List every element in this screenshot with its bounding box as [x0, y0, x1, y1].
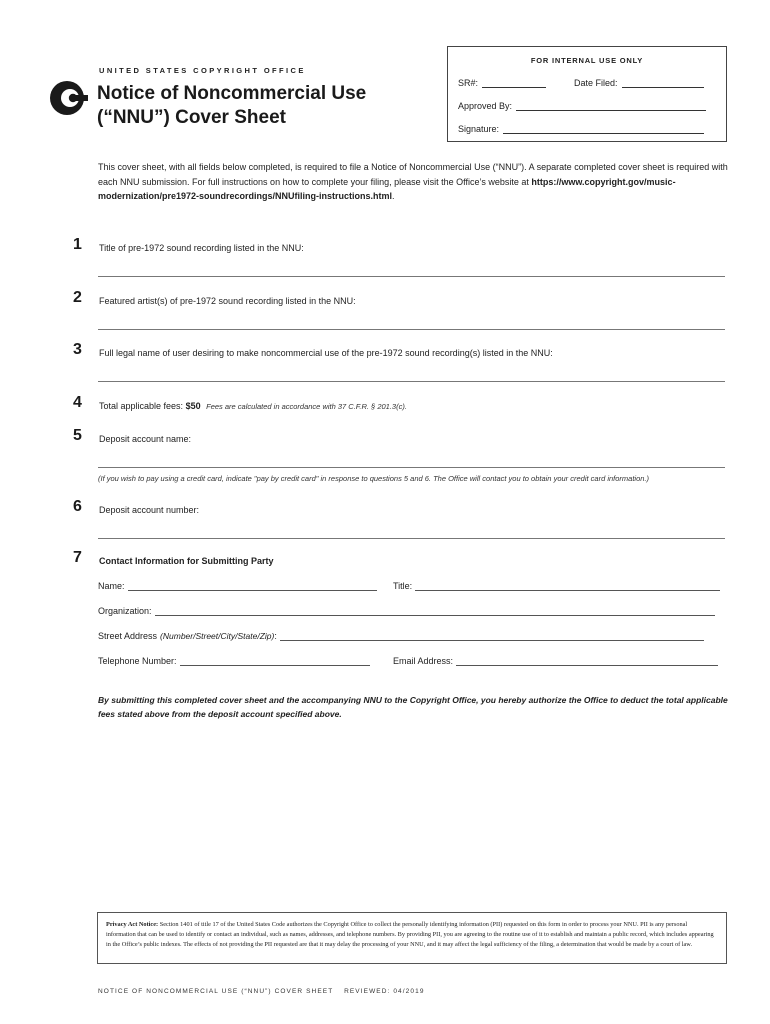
question-3-answer-line[interactable]	[98, 381, 725, 382]
intro-paragraph	[98, 160, 728, 204]
fee-note: Fees are calculated in accordance with 37 C.F.R. § 201.3(c).	[206, 402, 407, 411]
title-label: Title:	[393, 581, 413, 591]
question-3-number: 3	[73, 341, 82, 358]
footer-form-name: NOTICE OF NONCOMMERCIAL USE (“NNU”) COVER SHEET	[98, 988, 334, 995]
question-6-label: Deposit account number:	[99, 505, 200, 515]
question-1-number: 1	[73, 236, 82, 253]
title-line-2: (“NNU”) Cover Sheet	[97, 107, 286, 128]
signature-field	[458, 123, 704, 134]
date-filed-field	[574, 77, 704, 88]
approved-by-field	[458, 100, 706, 111]
intro-period: .	[392, 191, 395, 201]
privacy-text: Section 1401 of title 17 of the United States Code authorizes the Copyright Office to collect the personally identifying information (PII) requested on this form in order to process your NNU. PII is any personal information that can be used to identify or contact an individual, such as names, addresses, and telephone numbers. By providing PII, you are agreeing to the routine use of it to establish and maintain a public record, which includes appearing in the Office’s public indexes. The effects of not providing the PII requested are that it may delay the processing of your NNU, and it may affect the legal sufficiency of the filing, a determination that would be made by a court of law.	[106, 921, 714, 948]
question-4-label: Total applicable fees:	[99, 401, 184, 411]
question-7-label: Contact Information for Submitting Party	[99, 556, 274, 566]
title-input-line[interactable]	[415, 580, 720, 591]
question-6-answer-line[interactable]	[98, 538, 725, 539]
email-label: Email Address:	[393, 656, 454, 666]
signature-line	[503, 123, 704, 134]
street-address-field	[98, 630, 704, 641]
instructions-link[interactable]: https://www.copyright.gov/music-modernization/pre1972-soundrecordings/NNUfiling-instructions.html	[98, 176, 676, 201]
title-field	[393, 580, 720, 591]
name-field	[98, 580, 377, 591]
approved-by-label: Approved By:	[458, 101, 513, 111]
page-footer	[98, 988, 425, 995]
privacy-notice-box	[97, 912, 727, 964]
question-4-row	[99, 401, 407, 411]
question-6-number: 6	[73, 498, 82, 515]
question-7-number: 7	[73, 549, 82, 566]
question-5-label: Deposit account name:	[99, 434, 192, 444]
email-field	[393, 655, 718, 666]
title-line-1: Notice of Noncommercial Use	[97, 83, 367, 104]
organization-field	[98, 605, 715, 616]
credit-card-note: (If you wish to pay using a credit card, indicate "pay by credit card" in response to questions 5 and 6. The Office will contact you to obtain your credit card information.)	[98, 474, 650, 483]
question-2-number: 2	[73, 289, 82, 306]
street-input-line[interactable]	[280, 630, 704, 641]
street-hint: (Number/Street/City/State/Zip)	[160, 631, 275, 641]
question-2-label: Featured artist(s) of pre-1972 sound recording listed in the NNU:	[99, 296, 356, 306]
page-title	[97, 82, 366, 130]
question-1-answer-line[interactable]	[98, 276, 725, 277]
question-5-number: 5	[73, 427, 82, 444]
authorization-statement: By submitting this completed cover sheet and the accompanying NNU to the Copyright Office, you hereby authorize the Office to deduct the total applicable fees stated above from the deposit account specified above.	[98, 695, 728, 719]
question-4-number: 4	[73, 394, 82, 411]
question-5-answer-line[interactable]	[98, 467, 725, 468]
intro-text: This cover sheet, with all fields below completed, is required to file a Notice of Noncommercial Use (“NNU”). A separate completed cover sheet is required with each NNU submission. For full instructions on how to complete your filing, please visit the Office’s website at	[98, 162, 728, 187]
privacy-label: Privacy Act Notice:	[106, 921, 159, 928]
organization-label: Organization:	[98, 606, 152, 616]
question-1-label: Title of pre-1972 sound recording listed in the NNU:	[99, 243, 304, 253]
sr-label: SR#:	[458, 78, 479, 88]
date-filed-line	[622, 77, 704, 88]
street-label: Street Address	[98, 631, 158, 641]
signature-label: Signature:	[458, 124, 500, 134]
date-filed-label: Date Filed:	[574, 78, 618, 88]
street-colon: :	[274, 631, 277, 641]
question-2-answer-line[interactable]	[98, 329, 725, 330]
agency-name: UNITED STATES COPYRIGHT OFFICE	[99, 66, 306, 75]
internal-use-box	[447, 46, 727, 142]
sr-field	[458, 77, 546, 88]
name-label: Name:	[98, 581, 125, 591]
telephone-label: Telephone Number:	[98, 656, 177, 666]
email-input-line[interactable]	[456, 655, 718, 666]
name-input-line[interactable]	[128, 580, 377, 591]
organization-input-line[interactable]	[155, 605, 715, 616]
telephone-input-line[interactable]	[180, 655, 370, 666]
question-3-label: Full legal name of user desiring to make noncommercial use of the pre-1972 sound recording(s) listed in the NNU:	[99, 348, 553, 358]
approved-by-line	[516, 100, 706, 111]
footer-reviewed-date: REVIEWED: 04/2019	[344, 988, 425, 995]
internal-use-heading: FOR INTERNAL USE ONLY	[530, 56, 644, 65]
telephone-field	[98, 655, 370, 666]
copyright-office-logo	[48, 78, 88, 118]
sr-line	[482, 77, 546, 88]
fee-amount: $50	[185, 401, 201, 411]
